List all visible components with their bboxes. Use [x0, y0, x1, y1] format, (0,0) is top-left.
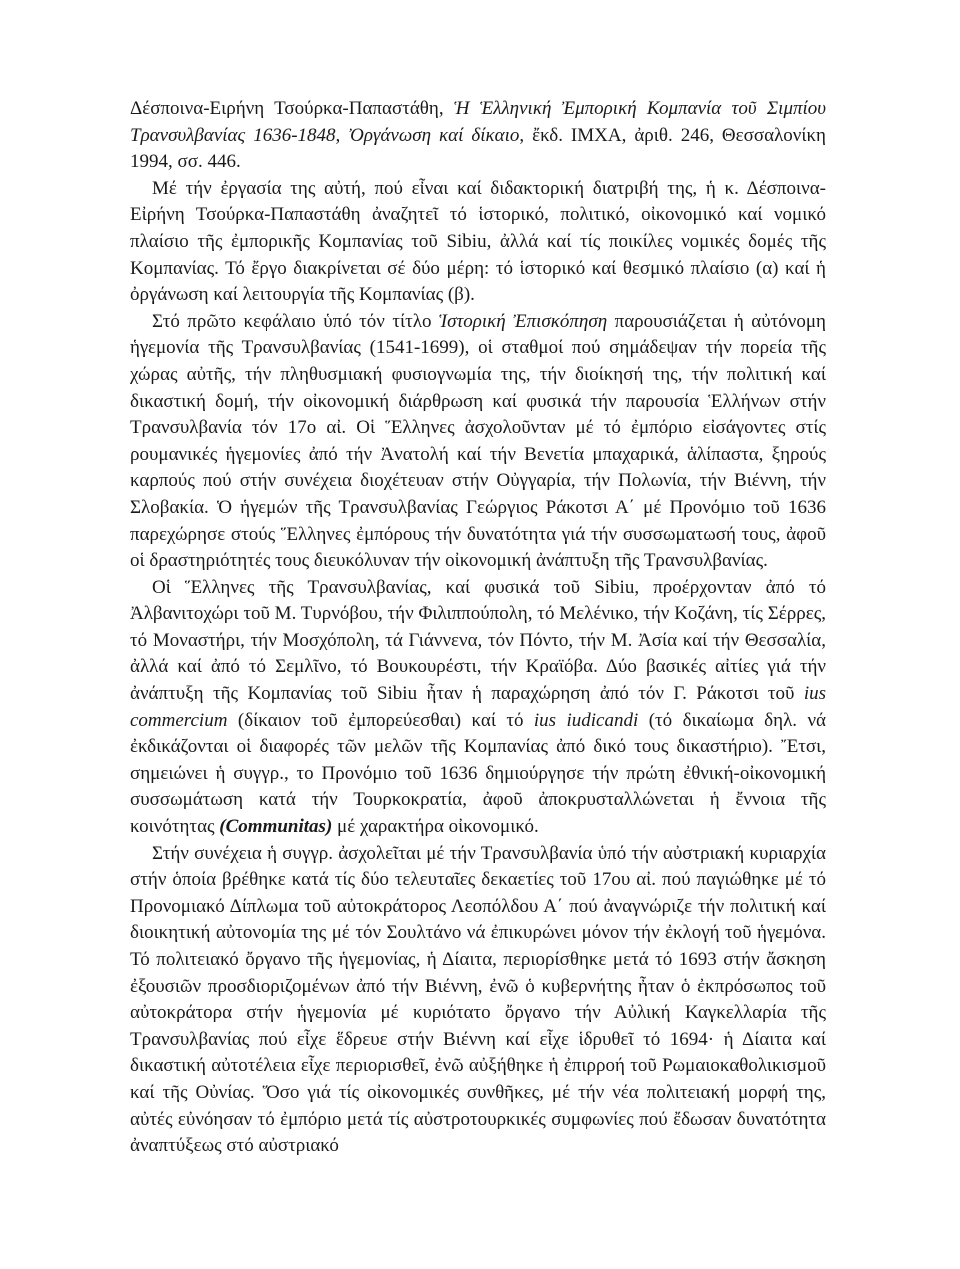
reference-author: Δέσποινα-Ειρήνη Τσούρκα-Παπαστάθη,: [130, 98, 454, 119]
paragraph-4: Στήν συνέχεια ἡ συγγρ. ἀσχολεῖται μέ τήν Τρανσυλβανία ὑπό τήν αὐστριακή κυριαρχία στήν ὁποία βρέθηκε κατά τίς δύο τελευταῖες δεκαετίες τοῦ 17ου αἰ. πού παγιώθηκε μέ τό Προνομιακό Δίπλωμα τοῦ αὐτοκράτορος Λεοπόλδου Α΄ πού ἀναγνώριζε τήν πολιτική καί διοικητική αὐτονομία της μέ τόν Σουλτάνο νά ἐπικυρώνει μόνον τήν ἐκλογή τοῦ ἡγεμόνα. Τό πολιτειακό ὄργανο τῆς ἡγεμονίας, ἡ Δίαιτα, περιορίσθηκε μετά τό 1693 στήν ἄσκηση ἐξουσιῶν προσδιοριζομένων ἀπό τήν Βιέννη, ἐνῶ ὁ κυβερνήτης ἦταν ὁ ἐκπρόσωπος τοῦ αὐτοκράτορα στήν ἡγεμονία μέ κυριότατο ὄργανο τήν Αὐλική Καγκελλαρία τῆς Τρανσυλβανίας πού εἶχε ἕδρευε στήν Βιέννη καί εἶχε ἱδρυθεῖ τό 1694· ἡ Δίαιτα καί δικαστική αὐτοτέλεια εἶχε περιορισθεῖ, ἐνῶ αὐξήθηκε ἡ ἐπιρροή τοῦ Ρωμαιοκαθολικισμοῦ καί τῆς Οὐνίας. Ὅσο γιά τίς οἰκονομικές συνθῆκες, μέ τήν νέα πολιτειακή μορφή της, αὐτές εὐνόησαν τό ἐμπόριο μετά τίς αὐστροτουρκικές συμφωνίες πού ἔδωσαν δυνατότητα ἀναπτύξεως στό αὐστριακό: [130, 842, 826, 1157]
reference-title: Ἡ Ἑλληνική Ἐμπορική Κομπανία τοῦ Σιμπίου Τρανσυλβανίας 1636-1848, Ὀργάνωση καί δίκαιο: [130, 98, 826, 146]
term-ius-iudicandi: ius iudicandi: [533, 709, 639, 731]
document-page: [130, 96, 826, 1160]
paragraph-3: [130, 575, 826, 841]
paragraph-3-part-d: μέ χαρακτήρα οἰκονομικό.: [332, 816, 539, 838]
paragraph-3-part-c: (τό δικαίωμα δηλ. νά ἐκδικάζονται οἱ διαφορές τῶν μελῶν τῆς Κομπανίας ἀπό δικό τους δικαστήριο). Ἔτσι, σημειώνει ἡ συγγρ., το Προνόμιο τοῦ 1636 δημιούργησε τήν πρώτη ἐθνική-οἰκονομική συσσωμάτωση κατά τήν Τουρκοκρατία, ἀφοῦ ἀποκρυσταλλώνεται ἡ ἔννοια τῆς κοινότητας: [130, 709, 827, 838]
reference-details: , ἔκδ. ΙΜΧΑ, ἀριθ. 246, Θεσσαλονίκη 1994, σσ. 446.: [130, 124, 826, 173]
book-reference: [130, 96, 826, 176]
paragraph-3-part-b: (δίκαιον τοῦ ἐμπορεύεσθαι) καί τό: [227, 709, 534, 731]
term-communitas: (Communitas): [219, 816, 333, 838]
paragraph-2-body: παρουσιάζεται ἡ αὐτόνομη ἡγεμονία τῆς Τρανσυλβανίας (1541-1699), οἱ σταθμοί πού σημάδεψαν τήν πορεία τῆς χώρας αὐτῆς, τήν πληθυσμιακή φυσιογνωμία της, τήν διοίκησή της, τήν πολιτική καί δικαστική δομή, τήν οἰκονομική διάρθρωση καί φυσικά τήν παρουσία Ἑλλήνων στήν Τρανσυλβανία τόν 17ο αἰ. Οἱ Ἕλληνες ἀσχολοῦνταν μέ τό ἐμπόριο εἰσάγοντες στίς ρουμανικές ἡγεμονίες ἀπό τήν Ἀνατολή καί τήν Βενετία μπαχαρικά, ἁλίπαστα, ξηρούς καρπούς πού στήν συνέχεια διοχέτευαν στήν Οὐγγαρία, τήν Πολωνία, τήν Βιέννη, τήν Σλοβακία. Ὁ ἡγεμών τῆς Τρανσυλβανίας Γεώργιος Ράκοτσι Α΄ μέ Προνόμιο τοῦ 1636 παρεχώρησε στούς Ἕλληνες ἐμπόρους τήν δυνατότητα γιά τήν συσσωματωσή τους, ἀφοῦ οἱ δραστηριότητές τους διευκόλυναν τήν οἰκονομική ἀνάπτυξη τῆς Τρανσυλβανίας.: [130, 310, 826, 572]
paragraph-2: [130, 309, 826, 575]
term-ius-commercium: ius commercium: [130, 683, 826, 731]
paragraph-2-lead: Στό πρῶτο κεφάλαιο ὑπό τόν τίτλο: [152, 310, 439, 332]
chapter-title: Ἱστορική Ἐπισκόπηση: [438, 310, 608, 332]
paragraph-1: Μέ τήν ἐργασία της αὐτή, πού εἶναι καί διδακτορική διατριβή της, ἡ κ. Δέσποινα-Εἰρήνη Τσούρκα-Παπαστάθη ἀναζητεῖ τό ἱστορικό, πολιτικό, οἰκονομικό καί νομικό πλαίσιο τῆς ἐμπορικῆς Κομπανίας τοῦ Sibiu, ἀλλά καί τίς ποικίλες νομικές δομές τῆς Κομπανίας. Τό ἔργο διακρίνεται σέ δύο μέρη: τό ἱστορικό καί θεσμικό πλαίσιο (α) καί ἡ ὀργάνωση καί λειτουργία τῆς Κομπανίας (β).: [130, 177, 826, 306]
paragraph-3-part-a: Οἱ Ἕλληνες τῆς Τρανσυλβανίας, καί φυσικά τοῦ Sibiu, προέρχονταν ἀπό τό Ἀλβανιτοχώρι τοῦ Μ. Τυρνόβου, τήν Φιλιππούπολη, τό Μελένικο, τήν Κοζάνη, τίς Σέρρες, τό Μοναστήρι, τήν Μοσχόπολη, τά Γιάννενα, τόν Πόντο, τήν Μ. Ἀσία καί τήν Θεσσαλία, ἀλλά καί ἀπό τό Σεμλῖνο, τό Βουκουρέστι, τήν Κραϊόβα. Δύο βασικές αἰτίες γιά τήν ἀνάπτυξη τῆς Κομπανίας τοῦ Sibiu ἦταν ἡ παραχώρηση ἀπό τόν Γ. Ράκοτσι τοῦ: [130, 576, 826, 705]
